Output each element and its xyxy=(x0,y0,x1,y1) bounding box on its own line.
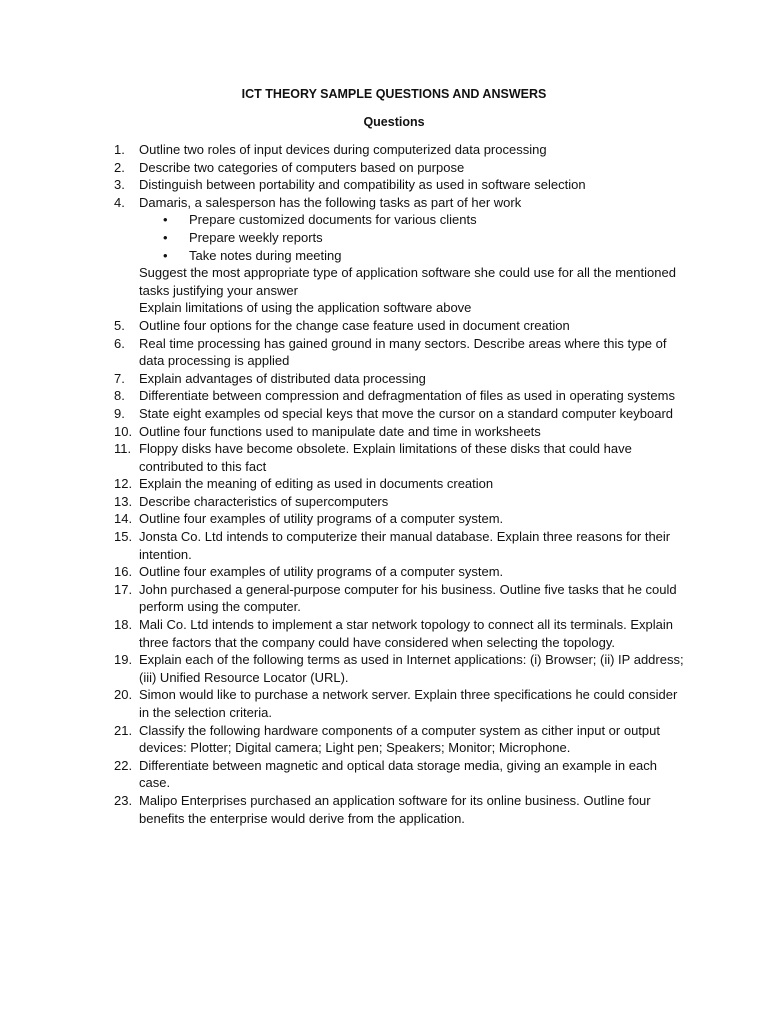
question-number: 19. xyxy=(114,652,133,668)
question-number: 21. xyxy=(114,722,133,738)
question-number: 6. xyxy=(114,335,125,351)
question-item xyxy=(0,616,684,651)
task-text: Prepare weekly reports xyxy=(189,229,323,245)
question-text: Classify the following hardware components of a computer system as cither input or output devices: Plotter; Digital camera; Light pen; Speakers; Monitor; Microphone. xyxy=(139,722,660,756)
bullet-icon: • xyxy=(163,212,168,228)
question-item xyxy=(0,159,684,177)
question-number: 11. xyxy=(114,441,132,457)
question-text: Simon would like to purchase a network server. Explain three specifications he could consider in the selection criteria. xyxy=(139,687,678,720)
question-item xyxy=(0,651,684,686)
question-number: 17. xyxy=(114,581,133,597)
question-text: Floppy disks have become obsolete. Explain limitations of these disks that could have contributed to this fact xyxy=(139,441,632,474)
task-text: Prepare customized documents for various clients xyxy=(189,212,477,228)
question-item xyxy=(0,387,684,405)
question-number: 10. xyxy=(114,423,133,439)
question-text: Malipo Enterprises purchased an application software for its online business. Outline four benefits the enterprise would derive from the application. xyxy=(139,792,651,826)
question-text: Real time processing has gained ground in many sectors. Describe areas where this type of data processing is applied xyxy=(139,335,667,369)
question-number: 4. xyxy=(114,194,125,210)
question-number: 14. xyxy=(114,511,133,527)
question-text: Describe two categories of computers based on purpose xyxy=(139,159,465,175)
question-item xyxy=(0,370,684,388)
task-item xyxy=(139,247,684,265)
question-item xyxy=(0,440,684,475)
bullet-icon: • xyxy=(163,229,168,245)
question-text: Outline four examples of utility programs of a computer system. xyxy=(139,511,504,527)
question-text: Outline two roles of input devices during computerized data processing xyxy=(139,142,547,157)
question-text: Damaris, a salesperson has the following tasks as part of her work xyxy=(139,194,522,210)
bullet-icon: • xyxy=(163,247,168,263)
task-text: Take notes during meeting xyxy=(189,247,342,263)
question-item xyxy=(0,176,684,194)
question-text: Outline four functions used to manipulate date and time in worksheets xyxy=(139,423,541,439)
question-item xyxy=(0,475,684,493)
question-number: 23. xyxy=(114,792,133,808)
question-item xyxy=(0,194,684,317)
question-number: 12. xyxy=(114,476,133,492)
question-item xyxy=(0,317,684,335)
question-number: 22. xyxy=(114,757,133,773)
questions-list xyxy=(0,141,768,827)
question-number: 8. xyxy=(114,388,125,404)
question-subpart: Suggest the most appropriate type of application software she could use for all the mentioned tasks justifying your answer xyxy=(139,265,676,298)
question-number: 9. xyxy=(114,405,125,421)
question-item xyxy=(0,510,684,528)
question-item xyxy=(0,792,684,827)
question-text: Explain each of the following terms as used in Internet applications: (i) Browser; (ii) IP address; (iii) Unified Resource Locator (URL). xyxy=(139,652,684,685)
question-text: John purchased a general-purpose computer for his business. Outline five tasks that he could perform using the computer. xyxy=(139,581,677,615)
question-text: Explain the meaning of editing as used in documents creation xyxy=(139,476,494,492)
question-number: 13. xyxy=(114,493,133,509)
question-item xyxy=(0,493,684,511)
question-number: 2. xyxy=(114,159,125,175)
question-text: Jonsta Co. Ltd intends to computerize their manual database. Explain three reasons for their intention. xyxy=(139,529,671,562)
question-number: 18. xyxy=(114,617,133,633)
question-text: Differentiate between magnetic and optical data storage media, giving an example in each case. xyxy=(139,757,657,791)
task-item xyxy=(139,229,684,247)
question-text: Mali Co. Ltd intends to implement a star network topology to connect all its terminals. Explain three factors that the company could have considered when selecting the topology. xyxy=(139,617,673,650)
question-item xyxy=(0,581,684,616)
question-item xyxy=(0,405,684,423)
question-item xyxy=(0,686,684,721)
question-text: Differentiate between compression and defragmentation of files as used in operating systems xyxy=(139,388,675,404)
question-item xyxy=(0,141,684,159)
question-item xyxy=(0,423,684,441)
question-item xyxy=(0,528,684,563)
question-number: 20. xyxy=(114,687,133,703)
question-text: Outline four examples of utility programs of a computer system. xyxy=(139,564,504,580)
question-item xyxy=(0,722,684,757)
question-text: State eight examples od special keys that move the cursor on a standard computer keyboard xyxy=(139,405,674,421)
question-number: 5. xyxy=(114,317,125,333)
question-number: 7. xyxy=(114,370,125,386)
question-text: Distinguish between portability and compatibility as used in software selection xyxy=(139,177,586,193)
question-number: 3. xyxy=(114,177,125,193)
document-title: ICT THEORY SAMPLE QUESTIONS AND ANSWERS xyxy=(241,87,547,101)
question-number: 16. xyxy=(114,564,133,580)
question-subpart: Explain limitations of using the application software above xyxy=(139,300,472,316)
question-text: Outline four options for the change case feature used in document creation xyxy=(139,317,570,333)
question-item xyxy=(0,757,684,792)
question-number: 1. xyxy=(114,142,125,157)
question-text: Explain advantages of distributed data processing xyxy=(139,370,426,386)
section-heading: Questions xyxy=(363,115,425,129)
question-item xyxy=(0,335,684,370)
question-text: Describe characteristics of supercomputers xyxy=(139,493,389,509)
question-item xyxy=(0,563,684,581)
task-list xyxy=(139,211,684,264)
question-number: 15. xyxy=(114,529,133,545)
task-item xyxy=(139,211,684,229)
